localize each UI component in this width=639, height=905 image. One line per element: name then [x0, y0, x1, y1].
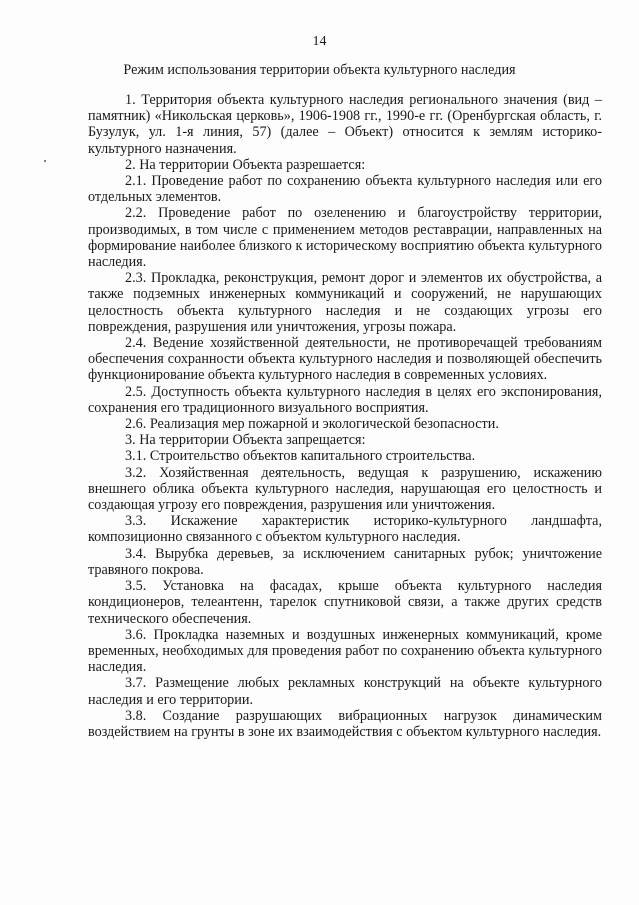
paragraph-1: 1. Территория объекта культурного наследия регионального значения (вид – памятник) «Никольская церковь», 1906-1908 гг., 1990-е гг. (Оренбургская область, г. Бузулук, ул. 1-я линия, 57) (далее – Объект) относится к землям историко-культурного назначения.: [88, 92, 602, 157]
page-number: 14: [312, 34, 327, 49]
paragraph-2-3: 2.3. Прокладка, реконструкция, ремонт дорог и элементов их обустройства, а также подземных инженерных коммуникаций и сооружений, не нарушающих целостность объекта культурного наследия и не создающих угрозы его повреждения, разрушения или уничтожения, угрозы пожара.: [88, 270, 602, 335]
paragraph-3-3: 3.3. Искажение характеристик историко-культурного ландшафта, композиционно связанного с объектом культурного наследия.: [88, 513, 602, 546]
paragraph-3-2: 3.2. Хозяйственная деятельность, ведущая к разрушению, искажению внешнего облика объекта культурного наследия, нарушающая его целостность и создающая угрозу его повреждения, разрушения или уничтожения.: [88, 464, 602, 514]
document-title: Режим использования территории объекта культурного наследия: [123, 62, 516, 78]
paragraph-3-8: 3.8. Создание разрушающих вибрационных нагрузок динамическим воздействием на грунты в зоне их взаимодействия с объектом культурного наследия.: [88, 707, 602, 740]
paragraph-2-5: 2.5. Доступность объекта культурного наследия в целях его экспонирования, сохранения его традиционного визуального восприятия.: [88, 383, 602, 416]
paragraph-3: 3. На территории Объекта запрещается:: [125, 432, 366, 449]
paragraph-3-7: 3.7. Размещение любых рекламных конструкций на объекте культурного наследия и его территории.: [88, 675, 602, 708]
paragraph-3-6: 3.6. Прокладка наземных и воздушных инженерных коммуникаций, кроме временных, необходимых для проведения работ по сохранению объекта культурного наследия.: [88, 626, 602, 676]
paragraph-2: 2. На территории Объекта разрешается:: [125, 156, 366, 173]
paragraph-2-6: 2.6. Реализация мер пожарной и экологической безопасности.: [125, 416, 499, 433]
document-body: [88, 92, 602, 740]
paragraph-2-2: 2.2. Проведение работ по озеленению и благоустройству территории, производимых, в том числе с применением методов реставрации, направленных на формирование наиболее близкого к историческому восприятию объекта культурного наследия.: [88, 205, 602, 271]
paragraph-3-5: 3.5. Установка на фасадах, крыше объекта культурного наследия кондиционеров, телеантенн, тарелок спутниковой связи, а также других средств технического обеспечения.: [88, 578, 602, 627]
paragraph-2-1: 2.1. Проведение работ по сохранению объекта культурного наследия или его отдельных элементов.: [88, 173, 602, 206]
scan-speck: [44, 160, 46, 162]
paragraph-3-4: 3.4. Вырубка деревьев, за исключением санитарных рубок; уничтожение травяного покрова.: [88, 545, 602, 578]
paragraph-3-1: 3.1. Строительство объектов капитального строительства.: [125, 448, 476, 465]
paragraph-2-4: 2.4. Ведение хозяйственной деятельности, не противоречащей требованиям обеспечения сохранности объекта культурного наследия и позволяющей обеспечить функционирование объекта культурного наследия в современных условиях.: [88, 335, 602, 384]
